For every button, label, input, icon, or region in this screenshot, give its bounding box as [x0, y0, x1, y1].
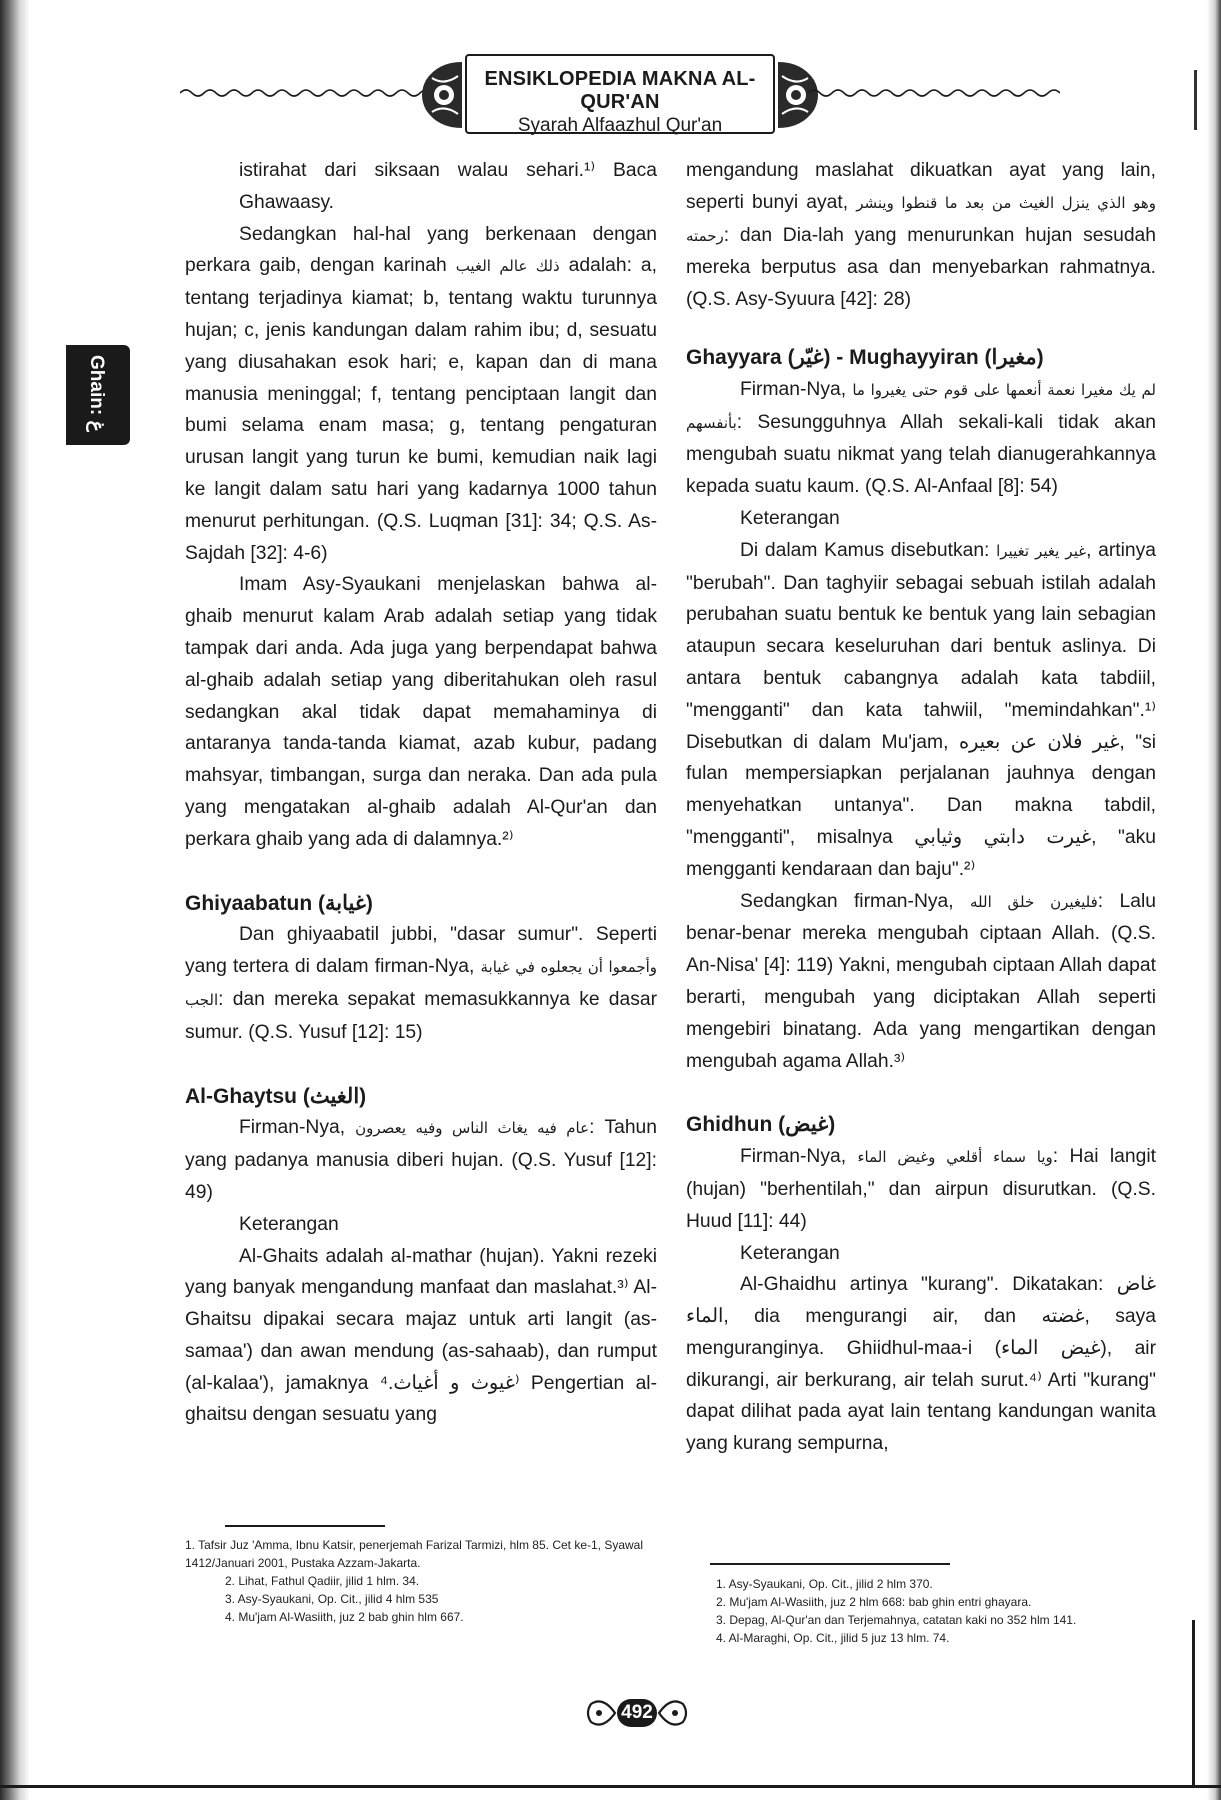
footnotes-left: [185, 1536, 657, 1626]
footnotes-right: [716, 1575, 1166, 1647]
chapter-tab: [66, 345, 130, 445]
header-title-box: [465, 54, 775, 134]
footnote: 4. Mu'jam Al-Wasiith, juz 2 bab ghin hlm 667.: [225, 1610, 464, 1624]
footnote: 1. Asy-Syaukani, Op. Cit., jilid 2 hlm 370.: [716, 1577, 933, 1591]
book-subtitle: Syarah Alfaazhul Qur'an: [517, 115, 723, 136]
right-column: [686, 155, 1156, 1460]
header-wave-left: [180, 86, 435, 100]
paragraph: Imam Asy-Syaukani menjelaskan bahwa al-ghaib menurut kalam Arab adalah setiap yang tidak tampak dari anda. Ada juga yang berpendapat bahwa al-ghaib adalah setiap yang diberitahukan oleh rasul sedangkan akal tidak dapat memahaminya di antaranya tanda-tanda kiamat, azab kubur, padang mahsyar, timbangan, surga dan neraka. Dan ada pula yang mengatakan al-ghaib adalah Al-Qur'an dan perkara ghaib yang ada di dalamnya.²⁾: [185, 574, 657, 850]
footnote: 3. Asy-Syaukani, Op. Cit., jilid 4 hlm 535: [225, 1592, 439, 1606]
page-number-badge: [585, 1690, 689, 1736]
keterangan-label: Keterangan: [740, 1242, 840, 1264]
entry-heading: Ghidhun (غيض): [686, 1113, 836, 1137]
chapter-tab-label: Ghain: غ: [86, 355, 107, 432]
paragraph: Dan ghiyaabatil jubbi, "dasar sumur". Seperti yang tertera di dalam firman-Nya, وأجمعوا أن يجعلوه في غيابة الجب: dan mereka sepakat memasukkannya ke dasar sumur. (Q.S. Yusuf [12]: 15): [185, 924, 657, 1043]
header-wave-right: [805, 86, 1060, 100]
footnote-divider-right: [710, 1563, 950, 1565]
footnote: 4. Al-Maraghi, Op. Cit., jilid 5 juz 13 hlm. 74.: [716, 1631, 950, 1645]
keterangan-label: Keterangan: [239, 1213, 339, 1235]
ornament-left-icon: [418, 58, 464, 132]
left-column: [185, 155, 657, 1431]
entry-heading: Ghayyara (غيّر) - Mughayyiran (مغيرا): [686, 345, 1044, 369]
footnote: 1. Tafsir Juz 'Amma, Ibnu Katsir, penerjemah Farizal Tarmizi, hlm 85. Cet ke-1, Syawal 1412/Januari 2001, Pustaka Azzam-Jakarta.: [185, 1538, 644, 1570]
entry-heading: Ghiyaabatun (غيابة): [185, 891, 373, 915]
page-number: 492: [617, 1699, 657, 1727]
paragraph: Al-Ghaits adalah al-mathar (hujan). Yakni rezeki yang banyak mengandung manfaat dan maslahat.³⁾ Al-Ghaitsu dipakai secara majaz untuk arti langit (as-samaa') dan awan mendung (as-sahaab), dan rumput (al-kalaa'), jamaknya غيوث و أغياث.⁴⁾ Pengertian al-ghaitsu dengan sesuatu yang: [185, 1245, 657, 1426]
paragraph: istirahat dari siksaan walau sehari.¹⁾ Baca Ghawaasy.: [239, 160, 657, 213]
scan-edge-left: [0, 0, 30, 1800]
scan-edge-right: [1207, 0, 1221, 1800]
entry-heading: Al-Ghaytsu (الغيث): [185, 1084, 367, 1108]
footnote: 2. Mu'jam Al-Wasiith, juz 2 hlm 668: bab ghin entri ghayara.: [716, 1595, 1032, 1609]
book-title: ENSIKLOPEDIA MAKNA AL-QUR'AN: [484, 68, 756, 113]
paragraph: Al-Ghaidhu artinya "kurang". Dikatakan: غاض الماء, dia mengurangi air, dan غضته, saya menguranginya. Ghiidhul-maa-i (غيض الماء), air dikurangi, air berkurang, air telah surut.⁴⁾ Arti "kurang" dapat dilihat pada ayat lain tentang kandungan wanita yang kurang sempurna,: [686, 1274, 1156, 1455]
paragraph: Sedangkan firman-Nya, فليغيرن خلق الله: Lalu benar-benar mereka mengubah ciptaan Allah. (Q.S. An-Nisa' [4]: 119) Yakni, mengubah ciptaan Allah dapat berarti, mengubah yang diciptakan Allah seperti mengebiri binatang. Ada yang mengartikan dengan mengubah agama Allah.³⁾: [686, 890, 1156, 1072]
footnote-divider-left: [225, 1525, 385, 1527]
paragraph: Sedangkan hal-hal yang berkenaan dengan perkara gaib, dengan karinah ذلك عالم الغيب adalah: a, tentang terjadinya kiamat; b, tentang waktu turunnya hujan; c, jenis kandungan dalam rahim ibu; d, sesuatu yang diusahakan esok hari; e, kapan dan di mana manusia meninggal; f, tentang penciptaan langit dan bumi selama enam masa; g, tentang pengaturan urusan langit yang turun ke bumi, kemudian naik lagi ke langit dalam satu hari yang kadarnya 1000 tahun menurut perhitungan. (Q.S. Luqman [31]: 34; Q.S. As-Sajdah [32]: 4-6): [185, 223, 657, 564]
keterangan-label: Keterangan: [740, 507, 840, 529]
paragraph: Firman-Nya, لم يك مغيرا نعمة أنعمها على قوم حتى يغيروا ما بأنفسهم: Sesungguhnya Allah sekali-kali tidak akan mengubah suatu nikmat yang telah dianugerahkannya kepada suatu kaum. (Q.S. Al-Anfaal [8]: 54): [686, 378, 1156, 498]
paragraph: mengandung maslahat dikuatkan ayat yang lain, seperti bunyi ayat, وهو الذي ينزل الغيث من بعد ما قنطوا وينشر رحمته: dan Dia-lah yang menurunkan hujan sesudah mereka berputus asa dan menyebarkan rahmatnya. (Q.S. Asy-Syuura [42]: 28): [686, 160, 1156, 311]
paragraph: Firman-Nya, ويا سماء أقلعي وغيض الماء: Hai langit (hujan) "berhentilah," dan airpun disurutkan. (Q.S. Huud [11]: 44): [686, 1146, 1156, 1232]
page-header: [180, 48, 1060, 138]
scan-corner-line: [1192, 1620, 1195, 1785]
scan-bottom-line: [0, 1785, 1221, 1788]
footnote: 2. Lihat, Fathul Qadiir, jilid 1 hlm. 34.: [225, 1574, 420, 1588]
footnote: 3. Depag, Al-Qur'an dan Terjemahnya, catatan kaki no 352 hlm 141.: [716, 1613, 1077, 1627]
scan-mark: [1194, 70, 1197, 130]
paragraph: Di dalam Kamus disebutkan: غير يغير تغييرا, artinya "berubah". Dan taghyiir sebagai sebuah istilah adalah perubahan suatu bentuk ke bentuk yang lain sebagian ataupun secara keseluruhan dari bentuk aslinya. Di antara bentuk cabangnya adalah kata tabdiil, "mengganti" dan kata tahwiil, "memindahkan".¹⁾ Disebutkan di dalam Mu'jam, غير فلان عن بعيره, "si fulan mempersiapkan perjalanan jauhnya dengan menyehatkan untanya". Dan makna tabdil, "mengganti", misalnya غيرت دابتي وثيابي, "aku mengganti kendaraan dan baju".²⁾: [686, 539, 1156, 880]
paragraph: Firman-Nya, عام فيه يغاث الناس وفيه يعصرون: Tahun yang padanya manusia diberi hujan. (Q.S. Yusuf [12]: 49): [185, 1117, 658, 1203]
